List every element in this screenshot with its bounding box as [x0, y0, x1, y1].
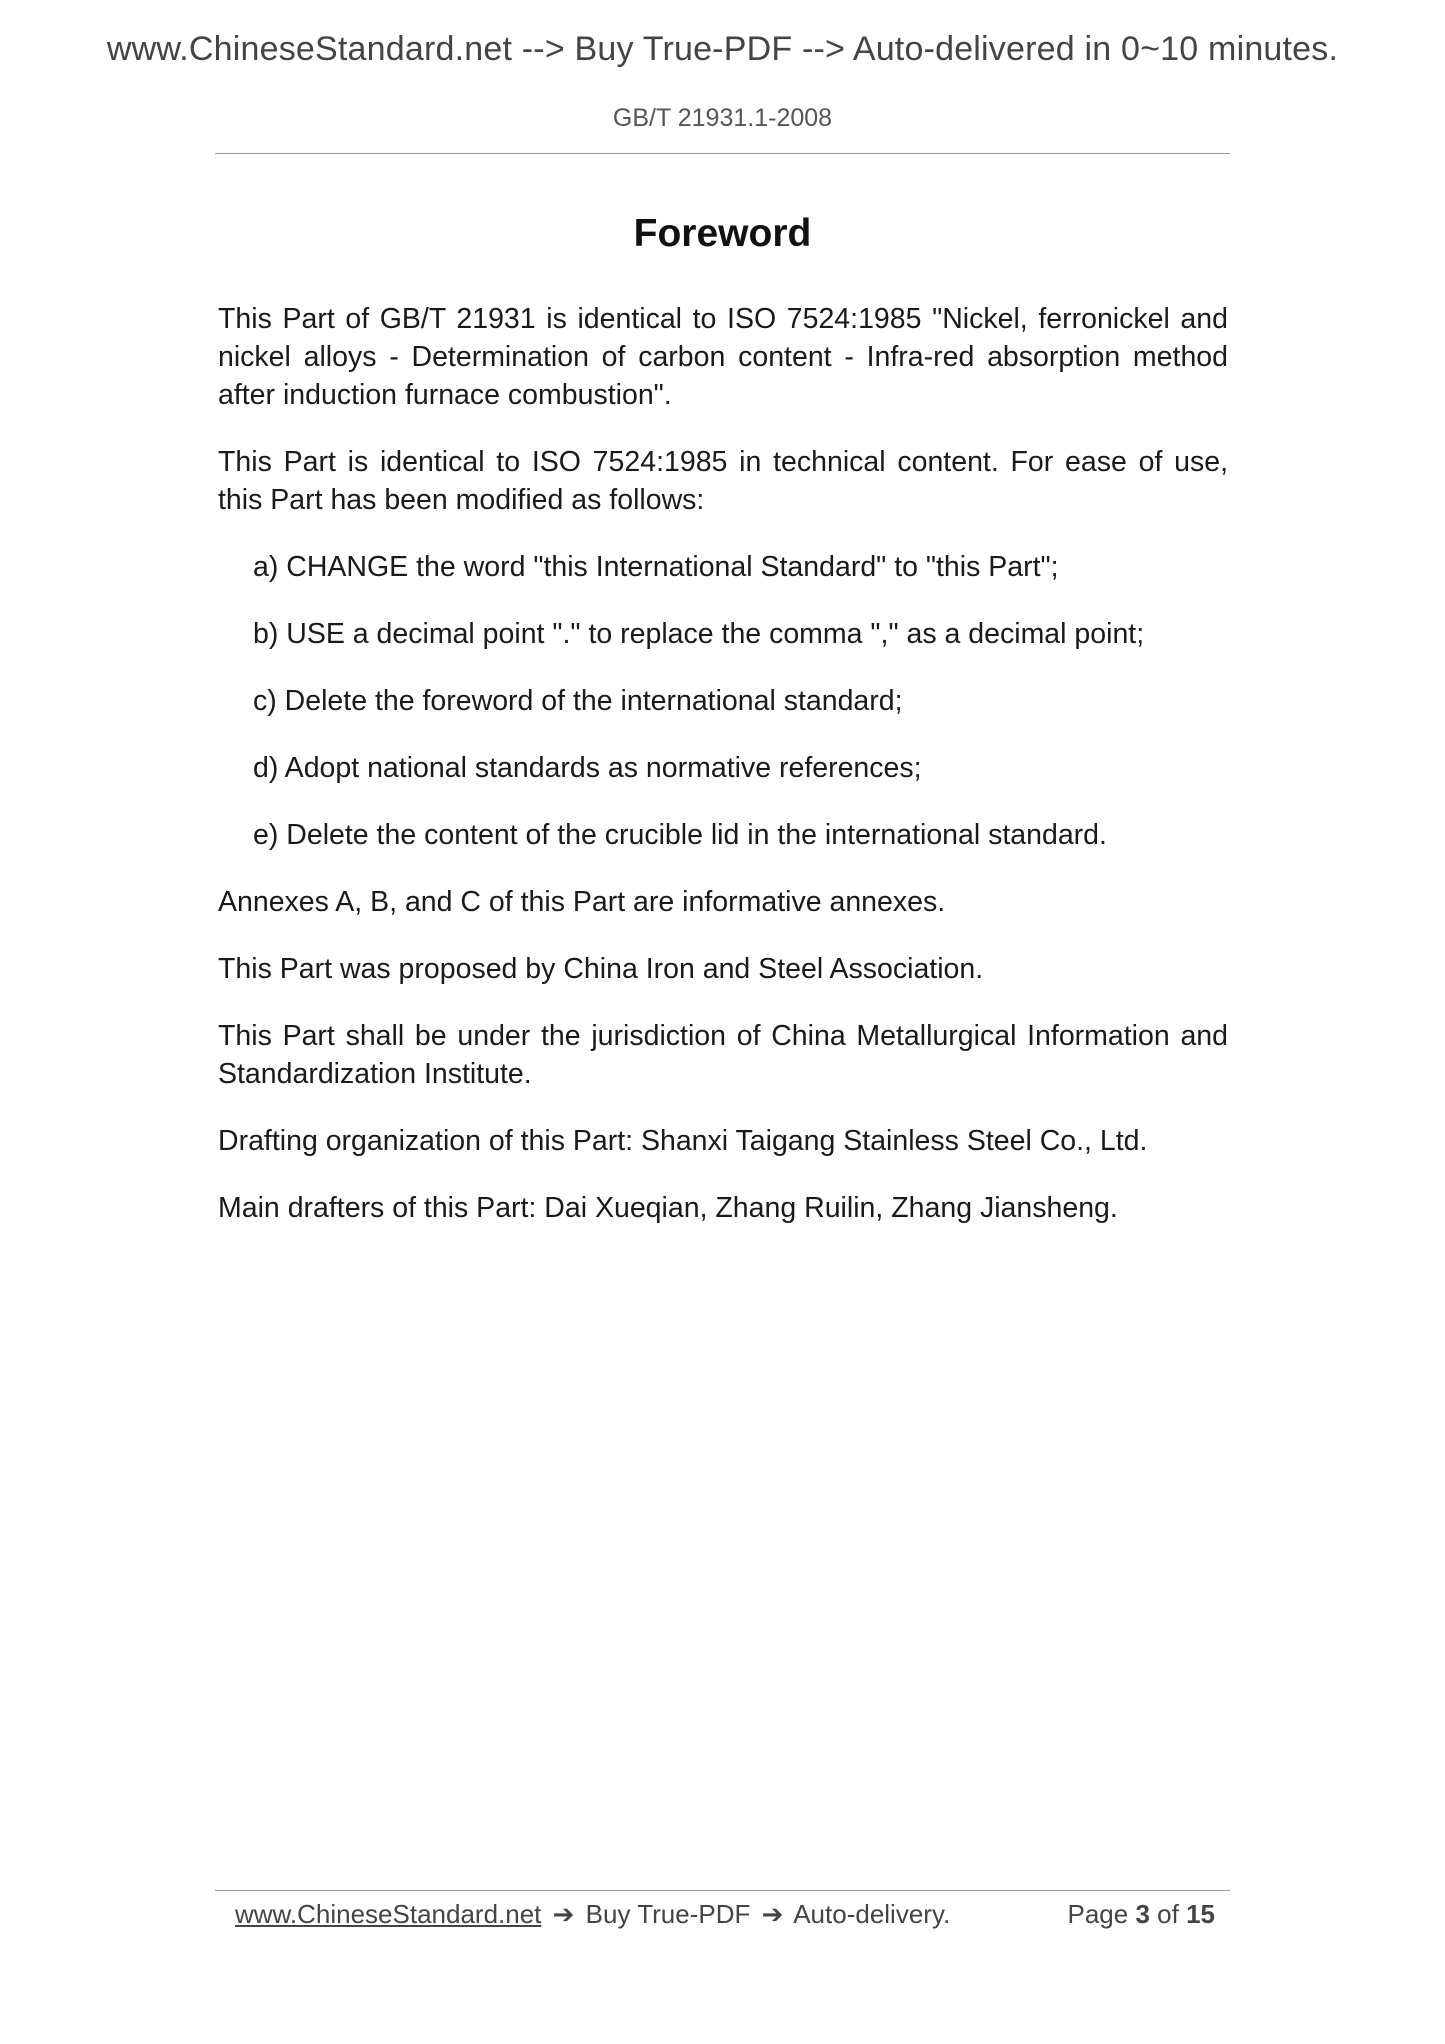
header-divider	[215, 153, 1230, 154]
list-item: b) USE a decimal point "." to replace the comma "," as a decimal point;	[253, 618, 1145, 650]
list-item: d) Adopt national standards as normative references;	[253, 752, 922, 784]
right-arrow-icon: ➔	[761, 1899, 784, 1929]
paragraph-main-drafters: Main drafters of this Part: Dai Xueqian, Zhang Ruilin, Zhang Jiansheng.	[218, 1192, 1118, 1224]
footer-buy-text: Buy True-PDF	[585, 1899, 751, 1929]
page-footer	[235, 1896, 1215, 1932]
paragraph-jurisdiction: This Part shall be under the jurisdiction of China Metallurgical Information and Standardization Institute.	[218, 1020, 1228, 1090]
standard-code: GB/T 21931.1-2008	[612, 104, 833, 132]
paragraph-proposed-by: This Part was proposed by China Iron and Steel Association.	[218, 953, 984, 985]
footer-delivery-text: Auto-delivery.	[793, 1899, 951, 1929]
of-label: of	[1157, 1899, 1179, 1929]
paragraph-modifications: This Part is identical to ISO 7524:1985 in technical content. For ease of use, this Part has been modified as follows:	[218, 446, 1228, 516]
page-total: 15	[1186, 1899, 1215, 1929]
list-item: a) CHANGE the word "this International Standard" to "this Part";	[253, 551, 1059, 583]
page-current: 3	[1135, 1899, 1150, 1929]
list-item: c) Delete the foreword of the international standard;	[253, 685, 903, 717]
list-item: e) Delete the content of the crucible lid in the international standard.	[253, 819, 1107, 851]
footer-site-link[interactable]: www.ChineseStandard.net	[235, 1899, 542, 1929]
footer-divider	[215, 1890, 1230, 1891]
right-arrow-icon: ➔	[552, 1899, 575, 1929]
page-label: Page	[1067, 1899, 1129, 1929]
page-number	[1067, 1896, 1215, 1932]
paragraph-drafting-organization: Drafting organization of this Part: Shanxi Taigang Stainless Steel Co., Ltd.	[218, 1125, 1148, 1157]
paragraph-identical: This Part of GB/T 21931 is identical to ISO 7524:1985 "Nickel, ferronickel and nickel alloys - Determination of carbon content - Infra-red absorption method after induction furnace combustion".	[218, 303, 1228, 411]
footer-promo	[235, 1896, 950, 1932]
paragraph-annexes: Annexes A, B, and C of this Part are informative annexes.	[218, 886, 946, 918]
page-title: Foreword	[633, 212, 812, 255]
top-banner: www.ChineseStandard.net --> Buy True-PDF --> Auto-delivered in 0~10 minutes.	[106, 30, 1339, 68]
foreword-body	[218, 300, 1228, 1256]
